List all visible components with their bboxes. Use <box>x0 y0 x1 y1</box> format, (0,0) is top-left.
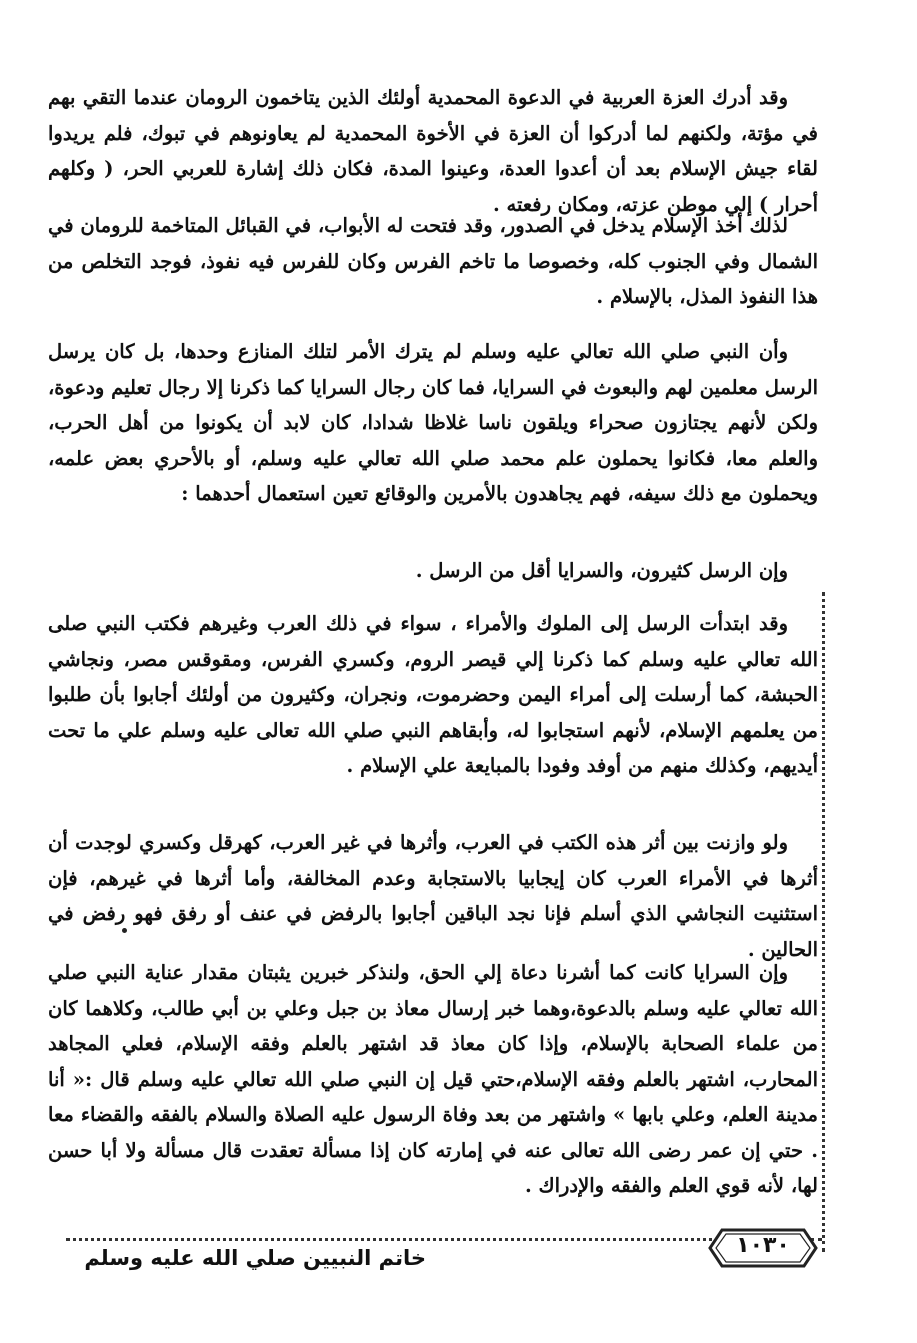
paragraph-6 <box>48 825 818 967</box>
paragraph-text: ولو وازنت بين أثر هذه الكتب في العرب، وأثرها في غير العرب، كهرقل وكسري لوجدت أن أثرها في الأمراء العرب كان إيجابيا بالاستجابة وعدم المخالفة، وأما أثرها في غيرهم، فإن استثنيت النجاشي الذي أسلم فإنا نجد الباقين أجابوا بالرفض في عنف أو رفق فهو رفض في الحالين . <box>48 831 818 961</box>
paragraph-1 <box>48 80 818 222</box>
paragraph-4 <box>48 553 818 589</box>
paragraph-3 <box>48 334 818 512</box>
paragraph-text: وإن السرايا كانت كما أشرنا دعاة إلي الحق، ولنذكر خبرين يثبتان مقدار عناية النبي صلي الله تعالي عليه وسلم بالدعوة،وهما خبر إرسال معاذ بن جبل وعلي بن أبي طالب، وكلاهما كان من علماء الصحابة بالإسلام، وإذا كان معاذ قد اشتهر بالعلم وفقه الإسلام، فعلي المجاهد المحارب، اشتهر بالعلم وفقه الإسلام،حتي قيل إن النبي صلي الله تعالي عليه وسلم قال :« أنا مدينة العلم، وعلي بابها » واشتهر من بعد وفاة الرسول عليه الصلاة والسلام بالفقه والقضاء معا . حتي إن عمر رضى الله تعالى عنه في إمارته كان إذا مسألة تعقدت قال مسألة ولا أبا حسن لها، لأنه قوي العلم والفقه والإدراك . <box>48 961 818 1197</box>
page-number: ١٠٣٠ <box>736 1233 790 1258</box>
page-border-vertical <box>822 592 825 1252</box>
page-number-badge <box>708 1228 818 1268</box>
paragraph-text: لذلك أخذ الإسلام يدخل في الصدور، وقد فتحت له الأبواب، في القبائل المتاخمة للرومان في الشمال وفي الجنوب كله، وخصوصا ما تاخم الفرس وكان للفرس فيه نفوذ، فوجد التخلص من هذا النفوذ المذل، بالإسلام . <box>48 214 818 308</box>
paragraph-2 <box>48 208 818 315</box>
paragraph-text: وقد أدرك العزة العربية في الدعوة المحمدية أولئك الذين يتاخمون الرومان عندما التقي بهم في مؤتة، ولكنهم لما أدركوا أن العزة في الأخوة المحمدية لم يعاونوهم في تبوك، فلم يريدوا لقاء جيش الإسلام بعد أن أعدوا العدة، وعينوا المدة، فكان ذلك إشارة للعربي الحر، ( وكلهم أحرار ) إلي موطن عزته، ومكان رفعته . <box>48 86 818 216</box>
running-footer-title: خاتم النبيين صلي الله عليه وسلم <box>84 1246 426 1270</box>
stray-dot <box>122 928 127 933</box>
paragraph-5 <box>48 606 818 784</box>
paragraph-text: وإن الرسل كثيرون، والسرايا أقل من الرسل . <box>415 559 788 582</box>
paragraph-7 <box>48 955 818 1204</box>
paragraph-text: وقد ابتدأت الرسل إلى الملوك والأمراء ، سواء في ذلك العرب وغيرهم فكتب النبي صلى الله تعالي عليه وسلم كما ذكرنا إلي قيصر الروم، وكسري الفرس، ومقوقس مصر، ونجاشي الحبشة، كما أرسلت إلى أمراء اليمن وحضرموت، ونجران، وكثيرون من أولئك أجابوا بأن طلبوا من يعلمهم الإسلام، لأنهم استجابوا له، وأبقاهم النبي صلي الله تعالى عليه وسلم علي ما تحت أيديهم، وكذلك منهم من أوفد وفودا بالمبايعة علي الإسلام . <box>48 612 818 777</box>
paragraph-text: وأن النبي صلي الله تعالي عليه وسلم لم يترك الأمر لتلك المنازع وحدها، بل كان يرسل الرسل معلمين لهم والبعوث في السرايا، فما كان رجال السرايا كما ذكرنا إلا رجال تعليم ودعوة، ولكن لأنهم يجتازون صحراء ويلقون ناسا غلاظا شدادا، كان لابد أن يكونوا من أهل الحرب، والعلم معا، فكانوا يحملون علم محمد صلي الله تعالي عليه وسلم، أو بالأحري بعض علمه، ويحملون مع ذلك سيفه، فهم يجاهدون بالأمرين والوقائع تعين استعمال أحدهما : <box>48 340 818 505</box>
